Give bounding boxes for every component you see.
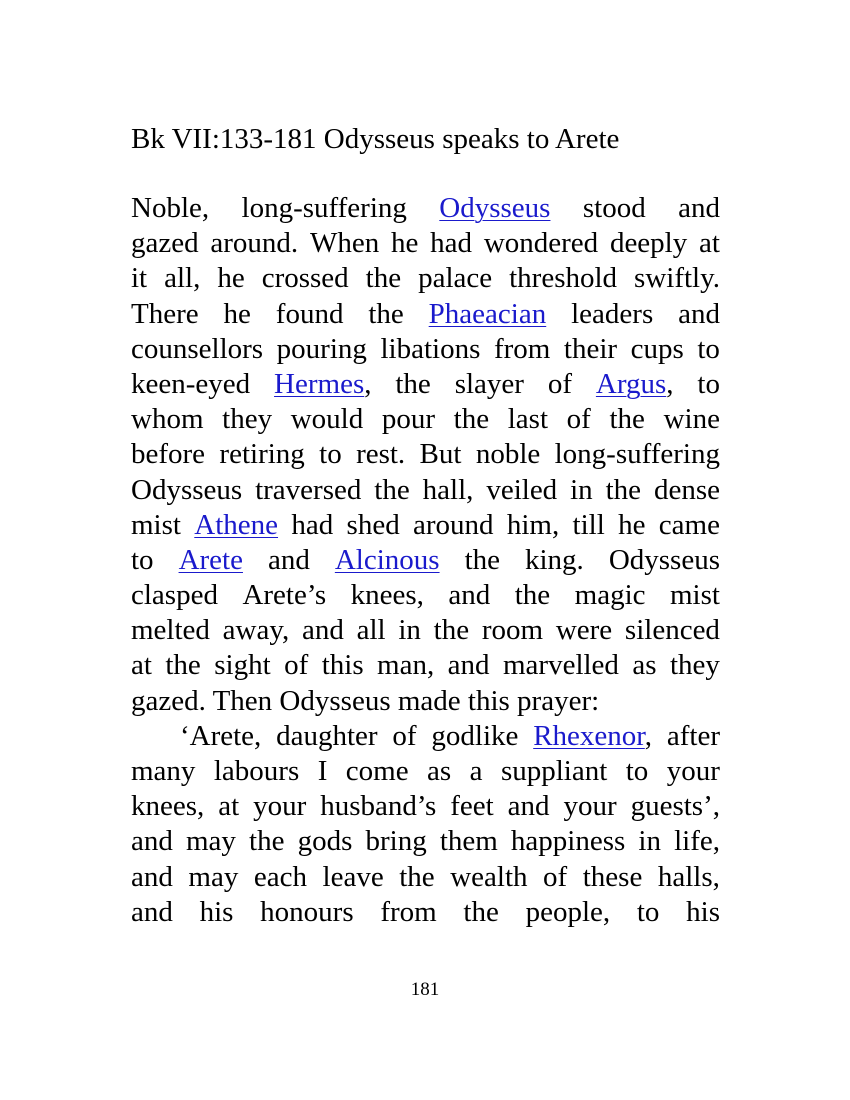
link-alcinous[interactable]: Alcinous [334,543,440,576]
text-line [131,261,720,296]
word: in [638,825,661,858]
word: dense [653,473,720,506]
word: after [666,719,720,752]
word: gazed [131,227,199,260]
word: he [618,508,646,541]
word: the [464,543,500,576]
word: the [365,262,402,295]
text-line [131,860,720,895]
link-phaeacian[interactable]: Phaeacian [428,297,547,330]
word: to [636,895,660,928]
link-arete[interactable]: Arete [178,543,243,576]
text-line [131,191,720,226]
text-line [131,473,720,508]
text-line [131,437,720,472]
word: may [188,860,239,893]
word: Odysseus [608,543,720,576]
word: them [439,825,498,858]
word: away, [222,614,290,647]
text-line [131,226,720,261]
word: There [131,297,199,330]
word: of [566,403,591,436]
word: him, [506,508,560,541]
word: to [625,755,649,787]
word: the [433,614,470,647]
word: palace [418,262,493,295]
word: and [131,860,173,893]
text-line [131,332,720,367]
word: man, [377,649,435,682]
word: deeply [609,227,688,260]
text-line [131,367,720,402]
word: all, [164,262,201,295]
text-line [131,578,720,613]
word: and [678,297,720,330]
link-odysseus[interactable]: Odysseus [439,192,551,224]
word: knees, [350,579,424,612]
word: their [563,332,618,365]
word: the [249,825,285,858]
word: it [131,262,148,295]
punctuation: , [666,367,674,400]
word: godlike [431,719,519,752]
word: to [319,438,342,471]
section-heading: Bk VII:133-181 Odysseus speaks to Arete [131,123,620,155]
word: of [543,860,568,893]
word: the [395,367,431,400]
text-line [131,824,720,859]
punctuation: , [644,719,653,752]
word: the [399,860,435,893]
word: ‘Arete, [180,719,262,752]
word: labours [213,755,300,787]
word: he [391,227,419,260]
word: your [563,790,617,823]
text-line-last: gazed. Then Odysseus made this prayer: [131,684,600,717]
word: knees, [131,790,205,823]
text-line [131,789,720,824]
word: the [463,895,499,928]
word: were [555,614,613,647]
word: threshold [509,262,618,295]
word: the [605,473,642,506]
word: leave [322,860,384,893]
word-group [533,719,652,754]
word: marvelled [502,649,619,682]
word: he [217,262,245,295]
word: mist [669,579,720,612]
word: happiness [510,825,626,858]
word: to [697,367,720,400]
word: I [317,755,328,787]
word: whom [131,403,204,436]
word: retiring [219,438,305,471]
word: pour [381,403,436,436]
word: before [131,438,206,471]
word: this [321,649,364,682]
link-athene[interactable]: Athene [194,508,279,541]
word: Odysseus [131,473,243,506]
text-line [131,719,720,754]
word: leaders [571,297,654,330]
word: feet [450,790,494,823]
word: cups [630,332,684,365]
word: suppliant [500,755,608,787]
word: king. [525,543,584,576]
word: may [185,825,236,858]
word: each [253,860,307,893]
word: wealth [450,860,528,893]
word: wondered [483,227,599,260]
word: gods [297,825,353,858]
word: and [131,895,173,928]
text-line [131,402,720,437]
word: traversed [255,473,362,506]
word: and [678,192,720,224]
word: bring [365,825,427,858]
word: the [165,649,201,682]
text-line [131,895,720,930]
word: clasped [131,579,218,612]
word: many [131,755,196,787]
word-group [274,367,371,402]
word: long-suffering [554,438,720,471]
word: to [697,332,720,365]
word: a [469,755,483,787]
word: and [448,579,491,612]
word: at [699,227,720,260]
word: long-suffering [241,192,407,224]
word: crossed [261,262,349,295]
word: of [284,649,309,682]
word: would [290,403,364,436]
word: had [430,227,473,260]
text-line [131,613,720,648]
word: rest. [356,438,406,471]
word: veiled [486,473,558,506]
word: noble [475,438,541,471]
word-group [596,367,674,402]
word: wine [663,403,720,436]
word: honours [260,895,354,928]
word: all [356,614,386,647]
word: Noble, [131,192,210,224]
text-line [131,297,720,332]
word: his [199,895,234,928]
text-line [131,508,720,543]
word: people, [525,895,611,928]
word: his [686,895,720,928]
word: till [572,508,605,541]
word: life, [674,825,720,858]
word: had [291,508,334,541]
punctuation: , [364,367,372,400]
word: found [275,297,344,330]
link-argus[interactable]: Argus [595,367,667,400]
word: and [301,614,344,647]
word: these [582,860,643,893]
word: swiftly. [634,262,720,295]
text-line [131,543,720,578]
word: sight [214,649,271,682]
word: the [609,403,645,436]
body-text [131,191,720,930]
word: come [345,755,409,787]
word: hall, [422,473,474,506]
word: around [413,508,494,541]
word: and [447,649,490,682]
word: your [253,790,307,823]
word: silenced [624,614,720,647]
word: When [309,227,380,260]
word: shed [346,508,400,541]
word: the [514,579,551,612]
word: mist [131,508,181,541]
page-number: 181 [410,979,440,1000]
word: came [658,508,720,541]
word: But [419,438,462,471]
word: Arete’s [242,579,327,612]
word: at [131,649,152,682]
word: keen-eyed [131,367,251,400]
word: and [507,790,550,823]
word: they [222,403,273,436]
word: the [368,297,404,330]
word: from [380,895,437,928]
word: room [481,614,544,647]
word: husband’s [320,790,437,823]
word: and [131,825,173,858]
word: in [570,473,593,506]
word: and [267,543,310,576]
word: at [218,790,240,823]
word: your [666,755,720,787]
link-rhexenor[interactable]: Rhexenor [533,719,645,752]
word: pouring [276,332,367,365]
word: he [223,297,251,330]
word: the [374,473,410,506]
word: last [507,403,549,436]
word: stood [582,192,646,224]
text-line [131,648,720,683]
word: as [632,649,657,682]
word: in [398,614,421,647]
word: melted [131,614,210,647]
word: of [392,719,417,752]
word: magic [574,579,646,612]
word: they [669,649,720,682]
word: halls, [657,860,720,893]
word: the [453,403,490,436]
word: as [427,755,452,787]
word: guests’, [630,790,720,823]
word: counsellors [131,332,264,365]
word: libations [380,332,481,365]
word: daughter [276,719,378,752]
word: to [131,543,154,576]
word: from [493,332,551,365]
word: around. [210,227,299,260]
word: slayer [454,367,524,400]
text-line [131,754,720,789]
link-hermes[interactable]: Hermes [274,367,365,400]
word: of [547,367,573,400]
